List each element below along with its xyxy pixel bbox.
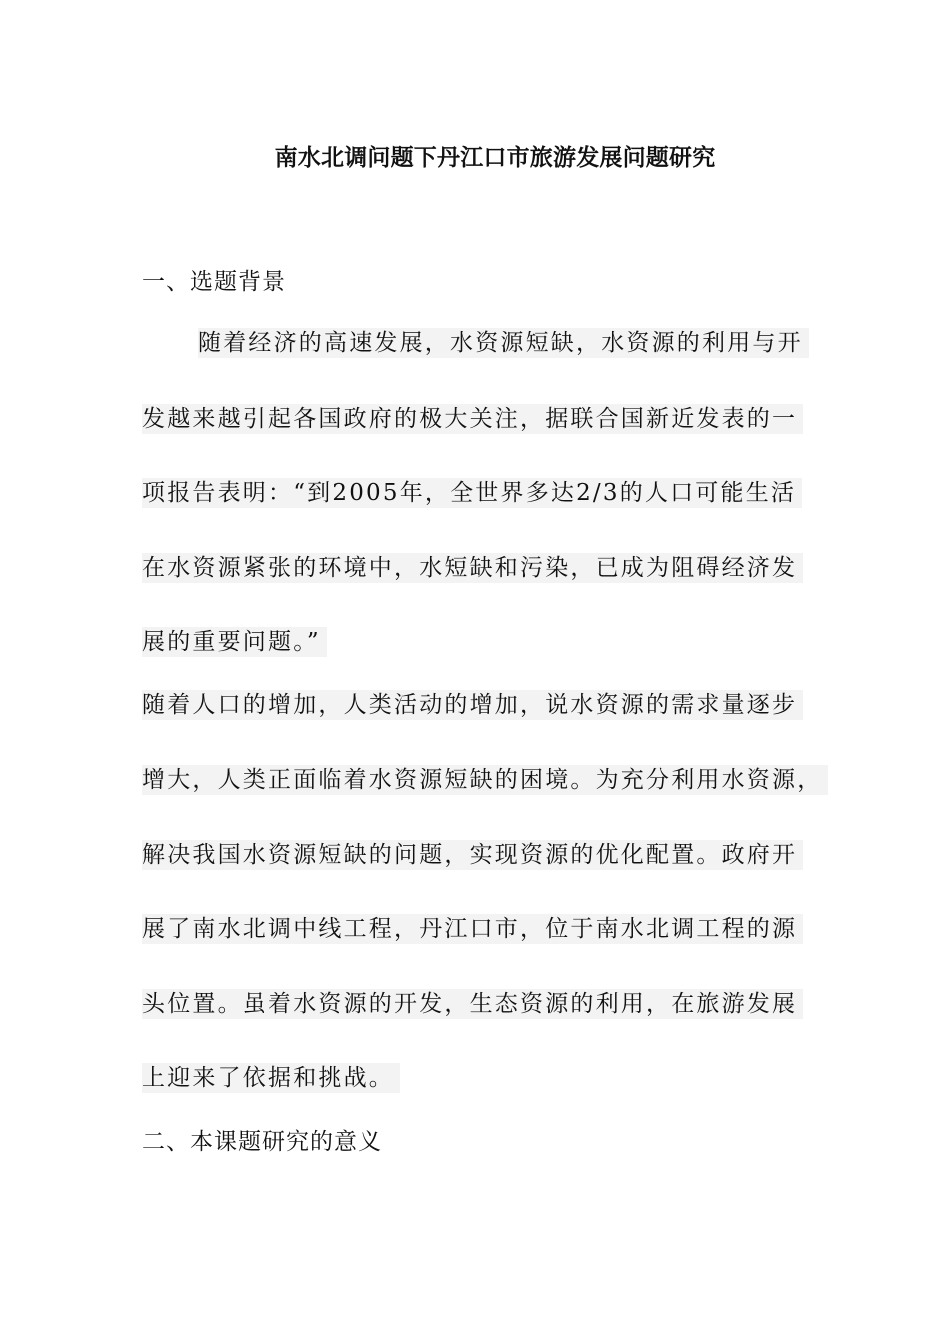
document-title: 南水北调问题下丹江口市旅游发展问题研究	[274, 145, 716, 171]
paragraph-line: 随着人口的增加，人类活动的增加，说水资源的需求量逐步	[142, 690, 803, 720]
paragraph-line: 解决我国水资源短缺的问题，实现资源的优化配置。政府开	[142, 840, 803, 870]
paragraph-line: 展的重要问题。”	[142, 627, 327, 657]
paragraph-line: 在水资源紧张的环境中，水短缺和污染，已成为阻碍经济发	[142, 553, 803, 583]
section-heading-significance: 二、本课题研究的意义	[142, 1129, 382, 1155]
paragraph-line: 头位置。虽着水资源的开发，生态资源的利用，在旅游发展	[142, 989, 803, 1019]
section-heading-background: 一、选题背景	[142, 269, 286, 295]
paragraph-line: 增大，人类正面临着水资源短缺的困境。为充分利用水资源，	[142, 765, 828, 795]
paragraph-line: 项报告表明：“到2005年，全世界多达2/3的人口可能生活	[142, 478, 802, 508]
paragraph-line: 发越来越引起各国政府的极大关注，据联合国新近发表的一	[142, 404, 803, 434]
paragraph-line: 上迎来了依据和挑战。	[142, 1063, 400, 1093]
paragraph-line: 随着经济的高速发展，水资源短缺，水资源的利用与开	[198, 328, 809, 358]
paragraph-line: 展了南水北调中线工程，丹江口市，位于南水北调工程的源	[142, 914, 803, 944]
